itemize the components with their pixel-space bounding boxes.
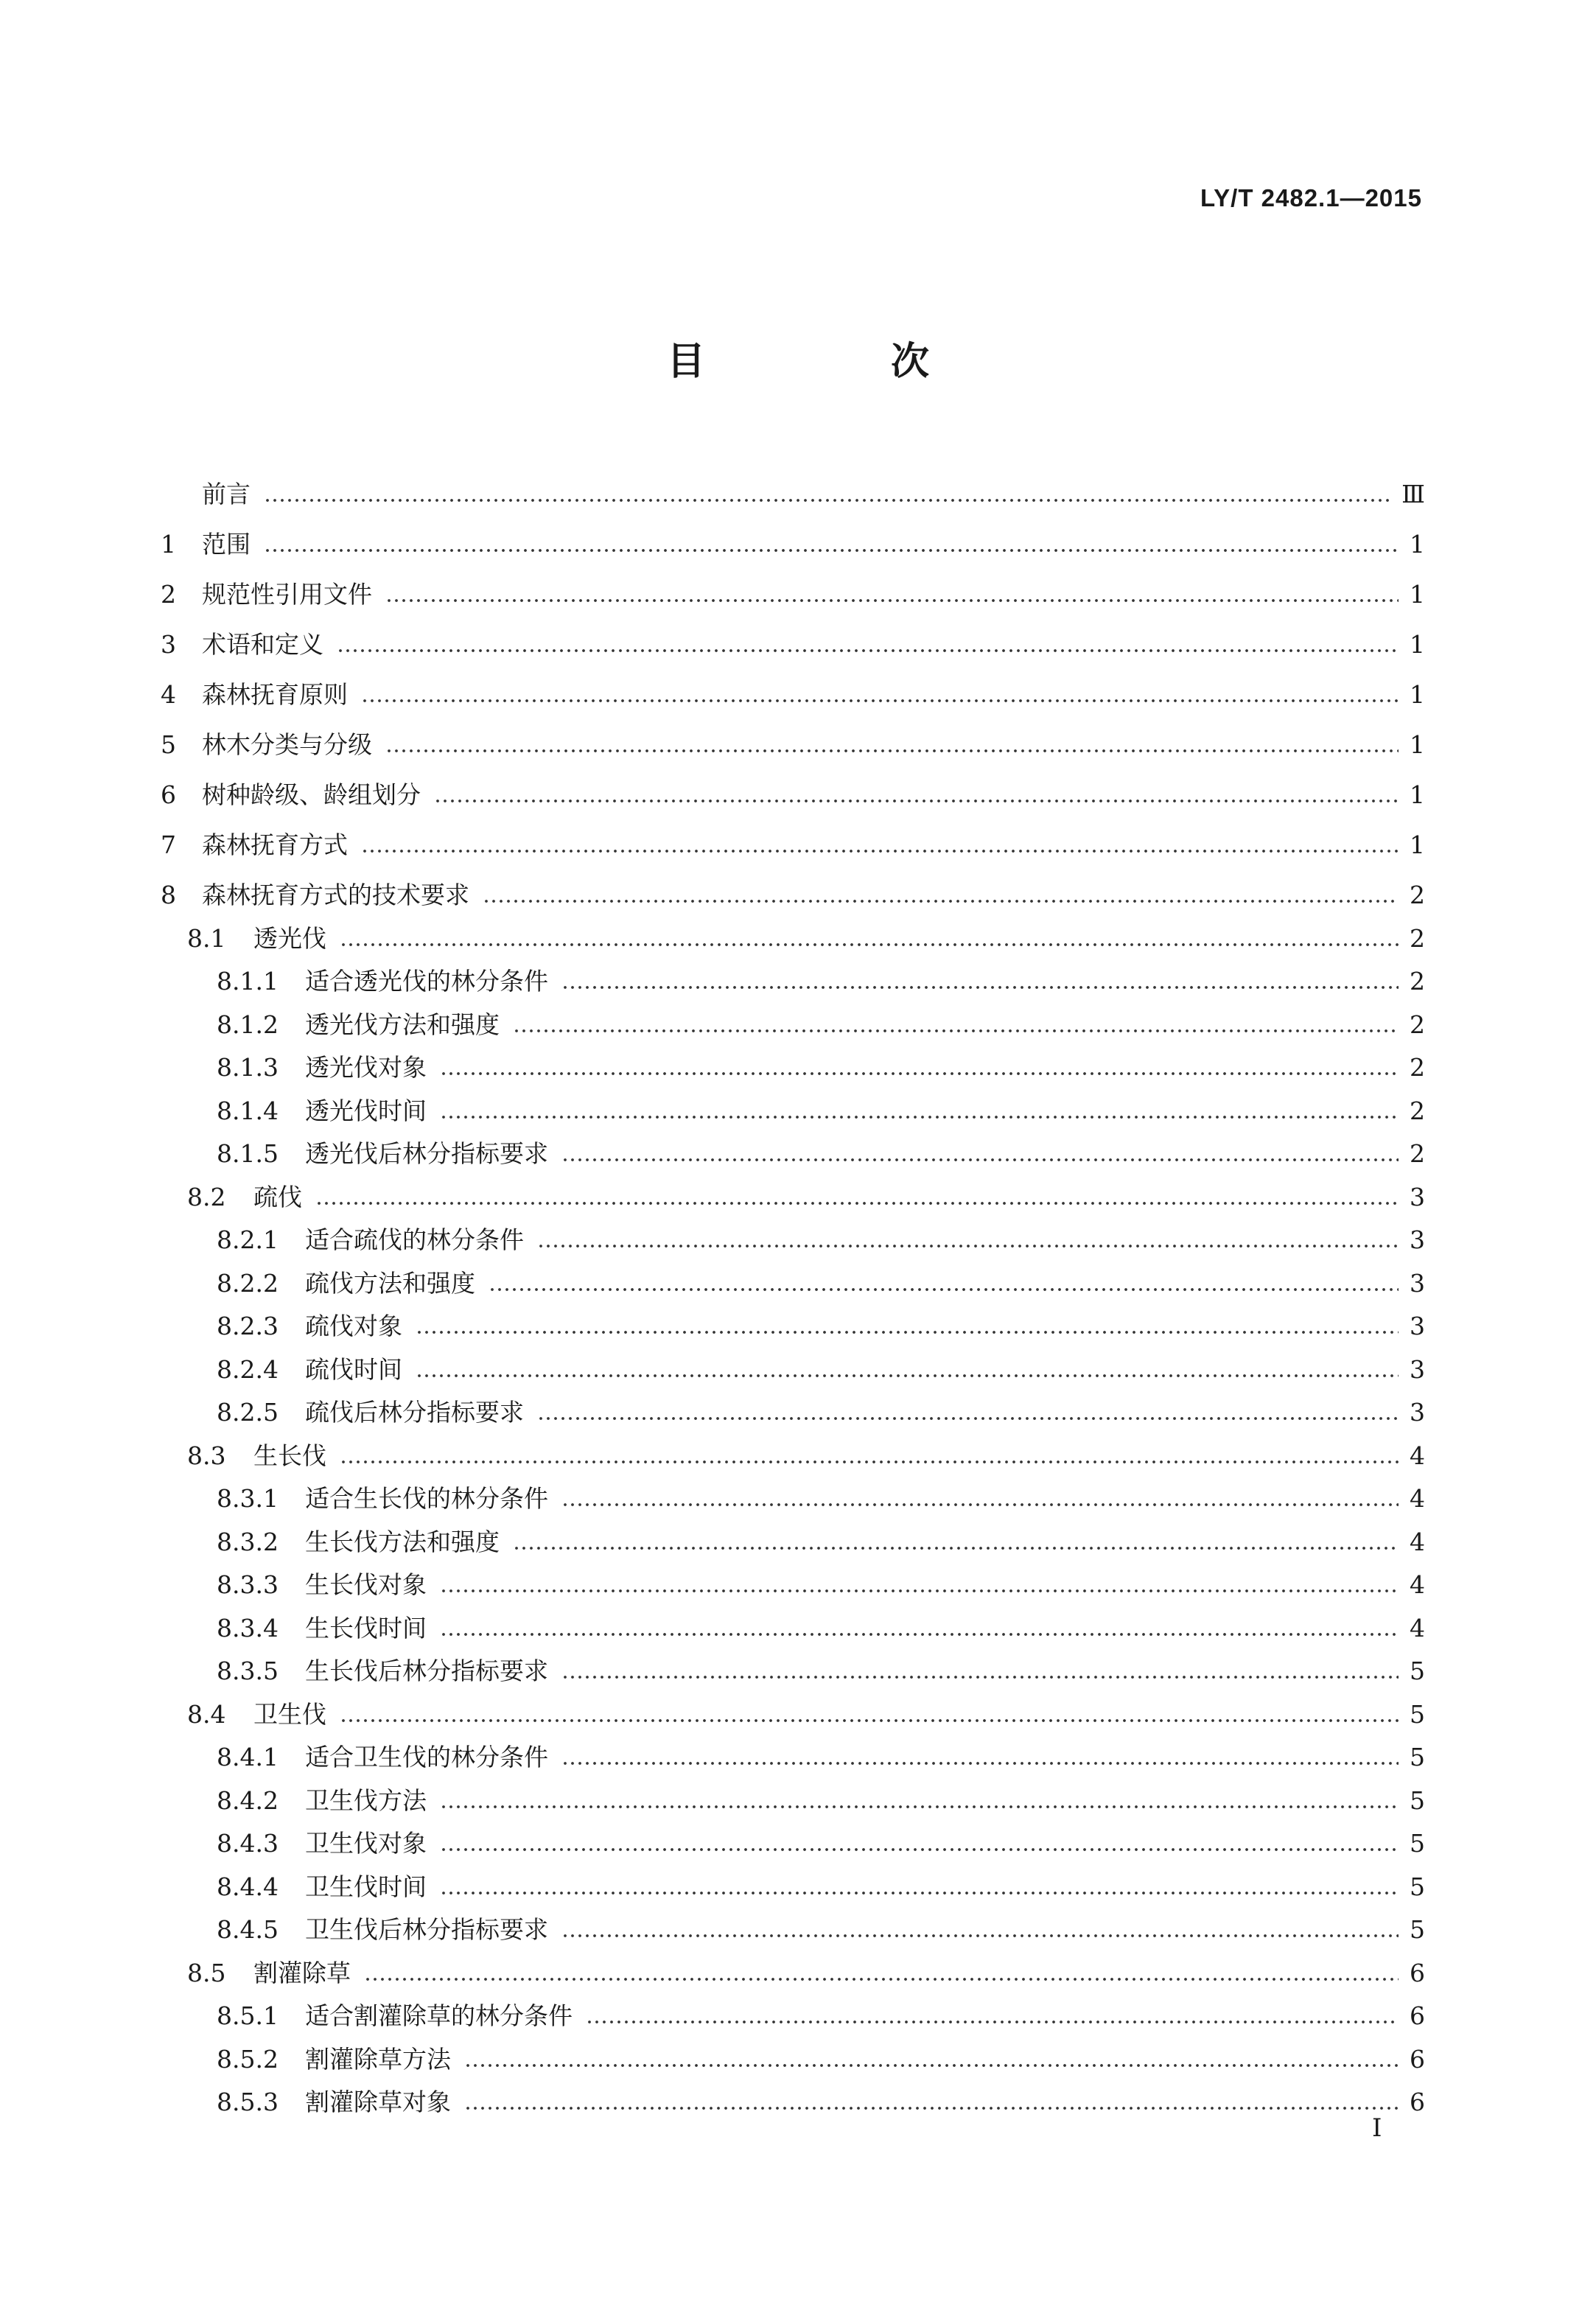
toc-entry-page: 2	[1410, 967, 1425, 996]
toc-entry-number: 8	[161, 881, 176, 909]
dot-leader	[440, 1588, 1399, 1594]
toc-entry[interactable]	[161, 1343, 1425, 1386]
dot-leader	[264, 547, 1399, 553]
toc-entry-page: 4	[1410, 1570, 1425, 1599]
toc-entry-label: 规范性引用文件	[202, 580, 372, 609]
toc-entry[interactable]	[161, 1687, 1425, 1731]
toc-entry-page: 5	[1410, 1872, 1425, 1901]
toc-entry-number: 3	[161, 630, 176, 659]
toc-entry-number: 8.3.3	[217, 1570, 279, 1599]
toc-entry-label: 森林抚育原则	[202, 680, 348, 709]
toc-entry[interactable]	[161, 1170, 1425, 1214]
toc-entry-page: 1	[1410, 830, 1425, 859]
toc-entry[interactable]	[161, 1214, 1425, 1257]
toc-entry-number: 8.1.1	[217, 967, 279, 996]
toc-entry[interactable]	[161, 1946, 1425, 1990]
toc-entry-page: 3	[1410, 1268, 1425, 1298]
toc-entry-number: 8.4.2	[217, 1785, 279, 1815]
toc-entry[interactable]	[161, 511, 1425, 561]
toc-entry-page: 1	[1410, 580, 1425, 609]
dot-leader	[513, 1028, 1399, 1034]
toc-entry-number: 8.3.5	[217, 1656, 279, 1685]
toc-entry-number: 8.3.1	[217, 1484, 279, 1513]
toc-entry-number: 8.2.1	[217, 1225, 279, 1254]
toc-entry-page: 2	[1410, 1139, 1425, 1168]
dot-leader	[440, 1804, 1399, 1810]
toc-entry[interactable]	[161, 661, 1425, 711]
toc-entry[interactable]	[161, 1472, 1425, 1516]
toc-entry-label: 疏伐方法和强度	[305, 1268, 475, 1298]
dot-leader	[340, 1459, 1399, 1465]
toc-entry-page: Ⅲ	[1401, 480, 1425, 508]
dot-leader	[440, 1071, 1399, 1077]
toc-entry-label: 适合卫生伐的林分条件	[305, 1743, 548, 1771]
dot-leader	[561, 1502, 1399, 1508]
toc-entry-page: 2	[1410, 1053, 1425, 1082]
toc-entry[interactable]	[161, 1256, 1425, 1300]
toc-entry-label: 生长伐后林分指标要求	[305, 1656, 548, 1685]
toc-entry-page: 5	[1410, 1699, 1425, 1729]
toc-entry-number: 8.1.4	[217, 1096, 279, 1125]
toc-entry-number: 5	[161, 730, 176, 759]
dot-leader	[561, 1760, 1399, 1766]
toc-entry-label: 适合生长伐的林分条件	[305, 1484, 548, 1513]
toc-entry[interactable]	[161, 1990, 1425, 2033]
toc-entry-page: 5	[1410, 1829, 1425, 1858]
toc-entry-page: 2	[1410, 1096, 1425, 1125]
toc-entry[interactable]	[161, 811, 1425, 861]
dot-leader	[364, 1976, 1399, 1982]
toc-entry-number: 6	[161, 780, 176, 809]
dot-leader	[464, 2063, 1399, 2068]
toc-entry-number: 8.5.1	[217, 2001, 279, 2030]
toc-entry-number: 8.1.5	[217, 1139, 279, 1168]
toc-entry-label: 林木分类与分级	[202, 730, 372, 759]
toc-entry-page: 6	[1410, 2044, 1425, 2074]
toc-entry-number: 8.5.2	[217, 2044, 279, 2074]
toc-entry-number: 8.3.2	[217, 1527, 279, 1556]
toc-entry-label: 透光伐方法和强度	[305, 1010, 500, 1039]
dot-leader	[440, 1631, 1399, 1637]
toc-entry-label: 生长伐	[253, 1441, 326, 1470]
toc-entry-page: 3	[1410, 1354, 1425, 1384]
toc-entry-label: 卫生伐时间	[305, 1872, 427, 1901]
dot-leader	[340, 1718, 1399, 1724]
dot-leader	[361, 848, 1399, 854]
dot-leader	[340, 942, 1399, 948]
toc-entry[interactable]	[161, 761, 1425, 811]
toc-entry-page: 3	[1410, 1312, 1425, 1340]
toc-entry-page: 1	[1410, 530, 1425, 559]
toc-entry-page: 4	[1410, 1484, 1425, 1513]
toc-entry-page: 3	[1410, 1182, 1425, 1211]
dot-leader	[513, 1545, 1399, 1551]
toc-entry[interactable]	[161, 1515, 1425, 1558]
dot-leader	[561, 1674, 1399, 1680]
toc-entry[interactable]	[161, 461, 1425, 511]
toc-entry-label: 透光伐	[253, 923, 326, 953]
toc-entry[interactable]	[161, 861, 1425, 912]
dot-leader	[561, 1933, 1399, 1939]
toc-entry-page: 1	[1410, 730, 1425, 759]
toc-entry-page: 4	[1410, 1613, 1425, 1642]
toc-entry-page: 5	[1410, 1785, 1425, 1815]
toc-entry-label: 疏伐	[253, 1182, 302, 1211]
dot-leader	[561, 984, 1399, 990]
dot-leader	[561, 1157, 1399, 1163]
dot-leader	[315, 1200, 1399, 1206]
toc-entry[interactable]	[161, 1558, 1425, 1602]
toc-entry-page: 4	[1410, 1527, 1425, 1556]
toc-entry-page: 2	[1410, 881, 1425, 909]
page-title: 目 次	[666, 339, 1003, 384]
toc-entry-number: 8.4.3	[217, 1829, 279, 1858]
toc-entry-page: 6	[1410, 2088, 1425, 2116]
toc-entry-label: 适合割灌除草的林分条件	[305, 2001, 573, 2030]
toc-entry-label: 适合透光伐的林分条件	[305, 967, 548, 996]
toc-entry-number: 8.2	[187, 1182, 226, 1211]
toc-entry-number: 4	[161, 680, 176, 709]
toc-entry-label: 疏伐后林分指标要求	[305, 1398, 524, 1427]
toc-entry-label: 适合疏伐的林分条件	[305, 1225, 524, 1254]
dot-leader	[385, 598, 1399, 604]
toc-entry-page: 6	[1410, 2001, 1425, 2030]
toc-entry-label: 透光伐时间	[305, 1096, 427, 1125]
toc-entry-label: 卫生伐对象	[305, 1829, 427, 1858]
toc-entry-label: 树种龄级、龄组划分	[202, 780, 421, 809]
toc-entry-label: 术语和定义	[202, 630, 323, 659]
toc-entry-label: 范围	[202, 530, 251, 559]
toc-entry-label: 生长伐时间	[305, 1613, 427, 1642]
toc-entry[interactable]	[161, 1731, 1425, 1774]
toc-entry-label: 生长伐方法和强度	[305, 1527, 500, 1556]
toc-entry-number: 8.3.4	[217, 1613, 279, 1642]
toc-entry[interactable]	[161, 1860, 1425, 1903]
dot-leader	[264, 497, 1391, 503]
standard-code: LY/T 2482.1—2015	[1200, 184, 1422, 211]
toc-entry-number: 8.2.5	[217, 1398, 279, 1427]
dot-leader	[440, 1114, 1399, 1120]
toc-entry-label: 卫生伐后林分指标要求	[305, 1915, 548, 1944]
toc-entry[interactable]	[161, 2076, 1425, 2119]
toc-entry[interactable]	[161, 1041, 1425, 1085]
toc-entry-number: 7	[161, 830, 176, 859]
toc-entry-number: 8.4.5	[217, 1915, 279, 1944]
toc-entry-number: 8.1.3	[217, 1053, 279, 1082]
toc-entry-page: 5	[1410, 1743, 1425, 1771]
toc-entry-number: 2	[161, 580, 176, 609]
toc-entry-page: 5	[1410, 1656, 1425, 1685]
toc-entry[interactable]	[161, 1386, 1425, 1430]
toc-entry-label: 透光伐对象	[305, 1053, 427, 1082]
toc-entry-label: 割灌除草	[253, 1958, 351, 1987]
dot-leader	[537, 1416, 1399, 1421]
toc-entry-label: 卫生伐	[253, 1699, 326, 1729]
toc-entry[interactable]	[161, 2032, 1425, 2076]
toc-entry-number: 8.2.4	[217, 1354, 279, 1384]
toc-entry-number: 8.1.2	[217, 1010, 279, 1039]
dot-leader	[416, 1373, 1399, 1379]
toc-entry[interactable]	[161, 998, 1425, 1041]
dot-leader	[537, 1243, 1399, 1249]
page-number: I	[1372, 2113, 1382, 2143]
toc-entry-number: 8.1	[187, 923, 226, 953]
toc-entry-page: 5	[1410, 1915, 1425, 1944]
dot-leader	[440, 1890, 1399, 1896]
toc-entry[interactable]	[161, 1084, 1425, 1127]
toc-entry-label: 生长伐对象	[305, 1570, 427, 1599]
toc-entry-label: 割灌除草对象	[305, 2088, 451, 2116]
dot-leader	[361, 698, 1399, 704]
dot-leader	[489, 1287, 1399, 1292]
toc-entry-number: 8.2.3	[217, 1312, 279, 1340]
toc-entry-label: 卫生伐方法	[305, 1785, 427, 1815]
toc-entry-number: 8.4	[187, 1699, 226, 1729]
toc-entry-page: 6	[1410, 1958, 1425, 1987]
dot-leader	[586, 2019, 1399, 2025]
toc-entry-number: 8.2.2	[217, 1268, 279, 1298]
dot-leader	[337, 648, 1399, 654]
toc-entry[interactable]	[161, 912, 1425, 955]
toc-entry[interactable]	[161, 561, 1425, 611]
toc-entry-label: 前言	[202, 480, 251, 508]
toc-entry-label: 疏伐时间	[305, 1354, 402, 1384]
toc-entry-page: 1	[1410, 630, 1425, 659]
toc-entry-page: 2	[1410, 923, 1425, 953]
toc-entry-page: 4	[1410, 1441, 1425, 1470]
toc-entry-page: 1	[1410, 680, 1425, 709]
toc-entry-label: 森林抚育方式的技术要求	[202, 881, 469, 909]
table-of-contents	[161, 461, 1425, 2119]
toc-entry-page: 3	[1410, 1398, 1425, 1427]
toc-entry[interactable]	[161, 955, 1425, 998]
toc-entry-number: 8.4.4	[217, 1872, 279, 1901]
toc-entry-page: 2	[1410, 1010, 1425, 1039]
toc-entry-label: 割灌除草方法	[305, 2044, 451, 2074]
toc-entry-label: 透光伐后林分指标要求	[305, 1139, 548, 1168]
toc-entry-number: 8.5.3	[217, 2088, 279, 2116]
toc-entry[interactable]	[161, 1127, 1425, 1171]
toc-entry-label: 疏伐对象	[305, 1312, 402, 1340]
toc-entry[interactable]	[161, 711, 1425, 761]
toc-entry[interactable]	[161, 1429, 1425, 1472]
toc-entry[interactable]	[161, 1300, 1425, 1343]
toc-entry-page: 3	[1410, 1225, 1425, 1254]
toc-entry[interactable]	[161, 1903, 1425, 1947]
dot-leader	[464, 2105, 1399, 2111]
dot-leader	[483, 898, 1399, 904]
toc-entry[interactable]	[161, 1601, 1425, 1645]
dot-leader	[434, 798, 1399, 804]
toc-entry-number: 8.3	[187, 1441, 226, 1470]
toc-entry-number: 8.4.1	[217, 1743, 279, 1771]
toc-entry-label: 森林抚育方式	[202, 830, 348, 859]
toc-entry[interactable]	[161, 1817, 1425, 1861]
toc-entry-number: 1	[161, 530, 176, 559]
toc-entry[interactable]	[161, 611, 1425, 661]
toc-entry-number: 8.5	[187, 1958, 226, 1987]
toc-entry-page: 1	[1410, 780, 1425, 809]
toc-entry[interactable]	[161, 1645, 1425, 1688]
dot-leader	[440, 1847, 1399, 1853]
dot-leader	[385, 748, 1399, 754]
dot-leader	[416, 1329, 1399, 1335]
toc-entry[interactable]	[161, 1774, 1425, 1817]
